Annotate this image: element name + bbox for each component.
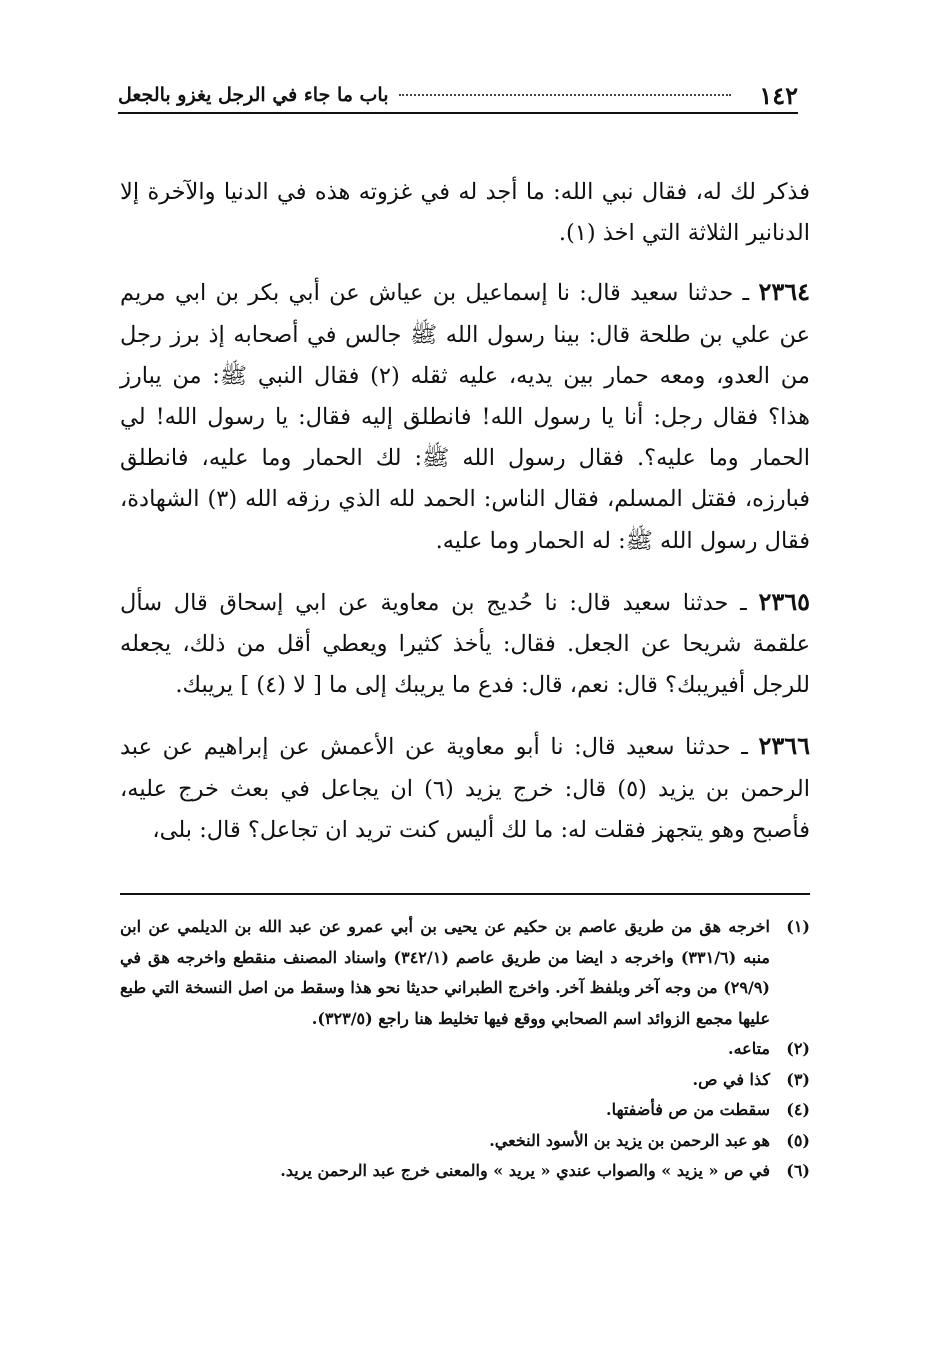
dash-separator: ـ: [733, 280, 750, 307]
footnote-marker: (٥): [786, 1130, 810, 1150]
footnote-marker: (٢): [786, 1039, 810, 1058]
footnote-text: في ص « يزيد » والصواب عندي « يريد » والمعنى خرج عبد الرحمن يريد.: [280, 1161, 770, 1180]
footnote-text: اخرجه هق من طريق عاصم بن حكيم عن يحيى بن أبي عمرو عن عبد الله بن الديلمي عن ابن منبه (٣٣١/٦) واخرجه د ايضا من طريق عاصم (٣٤٢/١) واسناد المصنف منقطع واخرجه هق في (٢٩/٩) من وجه آخر وبلفظ آخر. واخرج الطبراني حديثا نحو هذا وسقط من اصل النسخة التي طبع عليها مجمع الزوائد اسم الصحابي ووقع فيها تخليط هنا راجع (٣٢٣/٥).: [120, 917, 771, 1028]
running-head: [118, 78, 798, 114]
footnotes: [120, 912, 810, 1187]
footnote-item: [120, 1065, 810, 1096]
footnote-item: [120, 1034, 810, 1065]
chapter-title: باب ما جاء في الرجل يغزو بالجعل: [118, 84, 389, 106]
footnote-marker: (٦): [786, 1161, 810, 1180]
continued-paragraph: فذكر لك له، فقال نبي الله: ما أجد له في غزوته هذه في الدنيا والآخرة إلا الدنانير الثلاثة التي اخذ (١).: [120, 179, 810, 247]
dash-separator: ـ: [730, 734, 748, 761]
footnote-text: هو عبد الرحمن بن يزيد بن الأسود النخعي.: [489, 1130, 770, 1150]
footnote-text: سقطت من ص فأضفتها.: [606, 1100, 770, 1119]
footnote-text: كذا في ص.: [692, 1069, 770, 1089]
hadith-number: ٢٣٦٦: [758, 731, 810, 761]
footnote-item: [120, 1156, 810, 1187]
dash-separator: ـ: [728, 589, 747, 616]
hadith-number: ٢٣٦٤: [758, 277, 810, 307]
hadith-paragraph: [120, 581, 810, 707]
hadith-text: حدثنا سعيد قال: نا أبو معاوية عن الأعمش عن إبراهيم عن عبد الرحمن بن يزيد (٥) قال: خرج يزيد (٦) ان يجاعل في بعث خرج عليه، فأصبح وهو يتجهز فقلت له: ما لك أليس كنت تريد ان تجاعل؟ قال: بلى،: [120, 734, 810, 843]
page-number: ١٤٢: [759, 80, 798, 110]
footnote-item: [120, 912, 810, 1034]
footnote-item: [120, 1126, 810, 1157]
hadith-text: حدثنا سعيد قال: نا حُديج بن معاوية عن ابي إسحاق قال سأل علقمة شريحا عن الجعل. فقال: يأخذ كثيرا ويعطي أقل من ذلك، يجعله للرجل أفيريبك؟ قال: نعم، قال: فدع ما يريبك إلى ما [ لا (٤) ] يريبك.: [120, 589, 810, 699]
hadith-paragraph: [120, 725, 810, 851]
footnote-marker: (١): [786, 917, 810, 936]
hadith-text: حدثنا سعيد قال: نا إسماعيل بن عياش عن أبي بكر بن ابي مريم عن علي بن طلحة قال: بينا رسول الله ﷺ جالس في أصحابه إذ برز رجل من العدو، ومعه حمار بين يديه، عليه ثقله (٢) فقال النبي ﷺ: من يبارز هذا؟ فقال رجل: أنا يا رسول الله! فانطلق إليه فقال: يا رسول الله! لي الحمار وما عليه؟. فقال رسول الله ﷺ: لك الحمار وما عليه، فانطلق فبارزه، فقتل المسلم، فقال الناس: الحمد لله الذي رزقه الله (٣) الشهادة، فقال رسول الله ﷺ: له الحمار وما عليه.: [120, 280, 810, 554]
hadith-paragraph: [120, 271, 810, 561]
footnote-marker: (٤): [786, 1100, 810, 1119]
main-text: [120, 172, 810, 870]
hadith-number: ٢٣٦٥: [758, 586, 811, 616]
footnote-marker: (٣): [786, 1069, 810, 1089]
footnote-item: [120, 1095, 810, 1126]
footnote-divider: [120, 893, 810, 895]
dotted-leader: [399, 94, 732, 96]
footnote-text: متاعه.: [728, 1039, 770, 1058]
